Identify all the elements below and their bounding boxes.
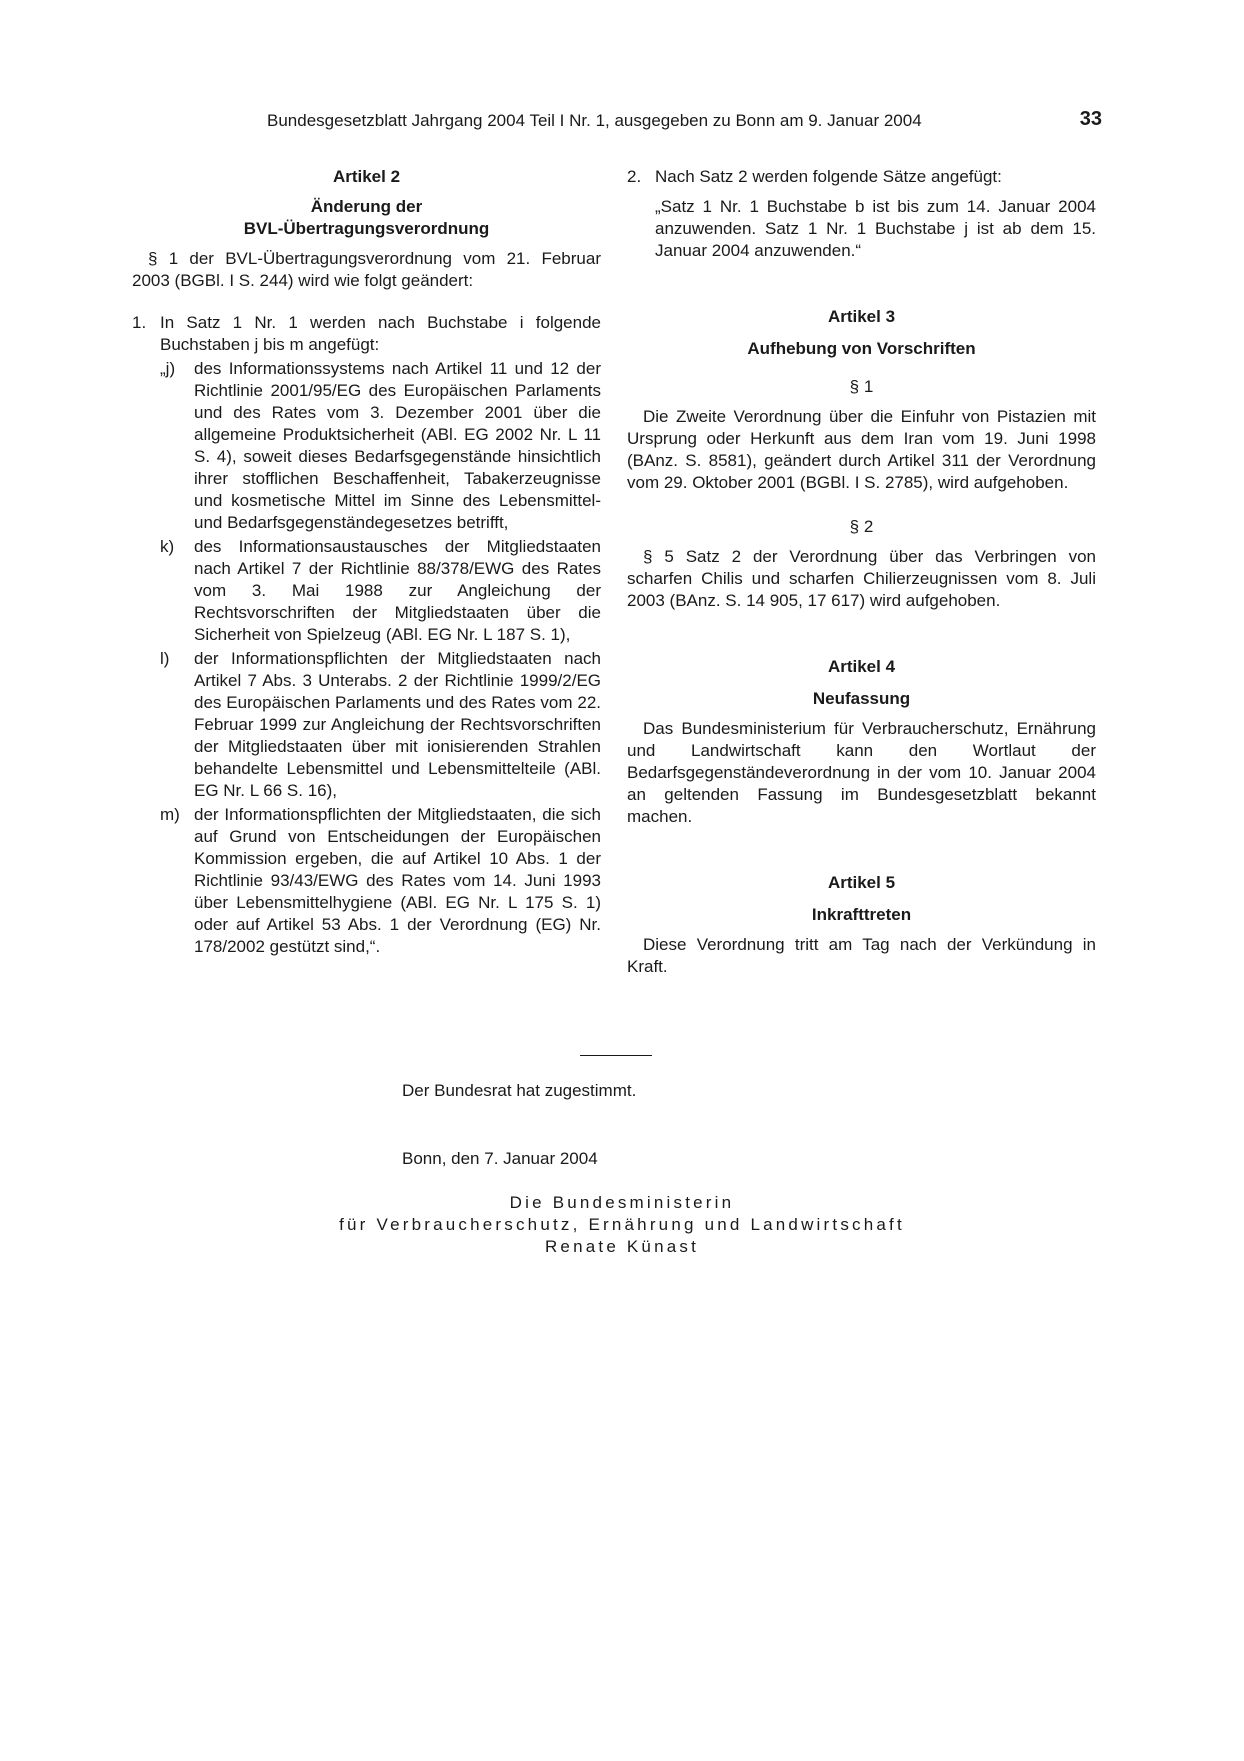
bundesrat-consent: Der Bundesrat hat zugestimmt. — [402, 1081, 637, 1100]
article-5-title: Inkrafttreten — [811, 905, 912, 924]
place-and-date: Bonn, den 7. Januar 2004 — [402, 1149, 598, 1168]
page-number: 33 — [1079, 108, 1102, 130]
article-5-text: Diese Verordnung tritt am Tag nach der Verkündung in Kraft. — [627, 935, 1096, 976]
sub-item-text: des Informationssystems nach Artikel 11 und 12 der Richtlinie 2001/95/EG des Europäischen Parlaments und des Rates vom 3. Dezember 2001 über die allgemeine Produktsicherheit (ABl. EG 2002 Nr. L 11 S. 4), soweit dieses Bedarfsgegenstände hinsichtlich ihrer stofflichen Beschaffenheit, Tabakerzeugnisse und kosmetische Mittel im Sinne des Lebensmittel- und Bedarfsgegenständegesetzes betrifft, — [194, 359, 601, 532]
article-3-heading: Artikel 3 — [827, 307, 896, 326]
item-number: 2. — [627, 167, 642, 186]
sub-item-text: der Informationspflichten der Mitgliedstaaten, die sich auf Grund von Entscheidungen der Europäischen Kommission ergeben, die auf Artikel 10 Abs. 1 der Richtlinie 93/43/EWG des Rates vom 14. Juni 1993 über Lebensmittelhygiene (ABl. EG Nr. L 175 S. 1) oder auf Artikel 53 Abs. 1 der Verordnung (EG) Nr. 178/2002 gestützt sind,“. — [194, 805, 601, 956]
amendment-item-1 — [132, 312, 601, 356]
sub-item-l — [160, 648, 601, 802]
item-text: In Satz 1 Nr. 1 werden nach Buchstabe i folgende Buchstaben j bis m angefügt: — [160, 313, 601, 354]
article-2-title-line1: Änderung der — [310, 197, 423, 216]
sub-item-text: der Informationspflichten der Mitgliedstaaten nach Artikel 7 Abs. 3 Unterabs. 2 der Richtlinie 1999/2/EG des Europäischen Parlaments und des Rates vom 22. Februar 1999 zur Angleichung der Rechtsvorschriften der Mitgliedstaaten über mit ionisierenden Strahlen behandelte Lebensmittel und Lebensmittelteile (ABl. EG Nr. L 66 S. 16), — [194, 649, 601, 800]
signer-name: Renate Künast — [544, 1237, 700, 1256]
article-5-heading: Artikel 5 — [827, 873, 896, 892]
article-3-section-2-label: § 2 — [849, 517, 874, 536]
signer-ministry: für Verbraucherschutz, Ernährung und Landwirtschaft — [339, 1215, 905, 1234]
signature-block — [0, 1192, 1244, 1258]
separator-line — [580, 1055, 652, 1056]
left-column — [132, 166, 601, 958]
sub-item-label: l) — [160, 649, 170, 668]
signer-title: Die Bundesministerin — [509, 1193, 735, 1212]
article-3-section-2-text: § 5 Satz 2 der Verordnung über das Verbringen von scharfen Chilis und scharfen Chilierzeugnissen vom 8. Juli 2003 (BAnz. S. 14 905, 17 617) wird aufgehoben. — [627, 547, 1096, 610]
sub-item-k — [160, 536, 601, 646]
amendment-item-2 — [627, 166, 1096, 188]
right-column — [627, 166, 1096, 978]
sub-item-label: m) — [160, 805, 180, 824]
page-header — [267, 110, 1102, 134]
item-number: 1. — [132, 313, 147, 332]
gazette-title: Bundesgesetzblatt Jahrgang 2004 Teil I Nr. 1, ausgegeben zu Bonn am 9. Januar 2004 — [267, 111, 922, 130]
article-2-intro: § 1 der BVL-Übertragungsverordnung vom 21. Februar 2003 (BGBl. I S. 244) wird wie folgt geändert: — [132, 249, 601, 290]
article-3-section-1-text: Die Zweite Verordnung über die Einfuhr von Pistazien mit Ursprung oder Herkunft aus dem Iran vom 19. Juni 1998 (BAnz. S. 8581), geändert durch Artikel 311 der Verordnung vom 29. Oktober 2001 (BGBl. I S. 2785), wird aufgehoben. — [627, 407, 1096, 492]
item-text: Nach Satz 2 werden folgende Sätze angefügt: — [655, 167, 1002, 186]
article-3-section-1-label: § 1 — [849, 377, 874, 396]
inserted-sentences: „Satz 1 Nr. 1 Buchstabe b ist bis zum 14. Januar 2004 anzuwenden. Satz 1 Nr. 1 Buchstabe j ist ab dem 15. Januar 2004 anzuwenden.“ — [655, 197, 1096, 260]
article-4-title: Neufassung — [812, 689, 911, 708]
article-3-title: Aufhebung von Vorschriften — [747, 339, 976, 358]
sub-item-text: des Informationsaustausches der Mitgliedstaaten nach Artikel 7 der Richtlinie 88/378/EWG des Rates vom 3. Mai 1988 zur Angleichung der Rechtsvorschriften der Mitgliedstaaten über die Sicherheit von Spielzeug (ABl. EG Nr. L 187 S. 1), — [194, 537, 601, 644]
article-4-heading: Artikel 4 — [827, 657, 896, 676]
sub-item-m — [160, 804, 601, 958]
sub-item-label: k) — [160, 537, 175, 556]
article-4-text: Das Bundesministerium für Verbraucherschutz, Ernährung und Landwirtschaft kann den Wortlaut der Bedarfsgegenständeverordnung in der vom 10. Januar 2004 an geltenden Fassung im Bundesgesetzblatt bekannt machen. — [627, 719, 1096, 826]
sub-item-j — [160, 358, 601, 534]
article-2-heading: Artikel 2 — [332, 167, 401, 186]
article-2-title-line2: BVL-Übertragungsverordnung — [243, 219, 490, 238]
sub-item-label: „j) — [160, 359, 176, 378]
